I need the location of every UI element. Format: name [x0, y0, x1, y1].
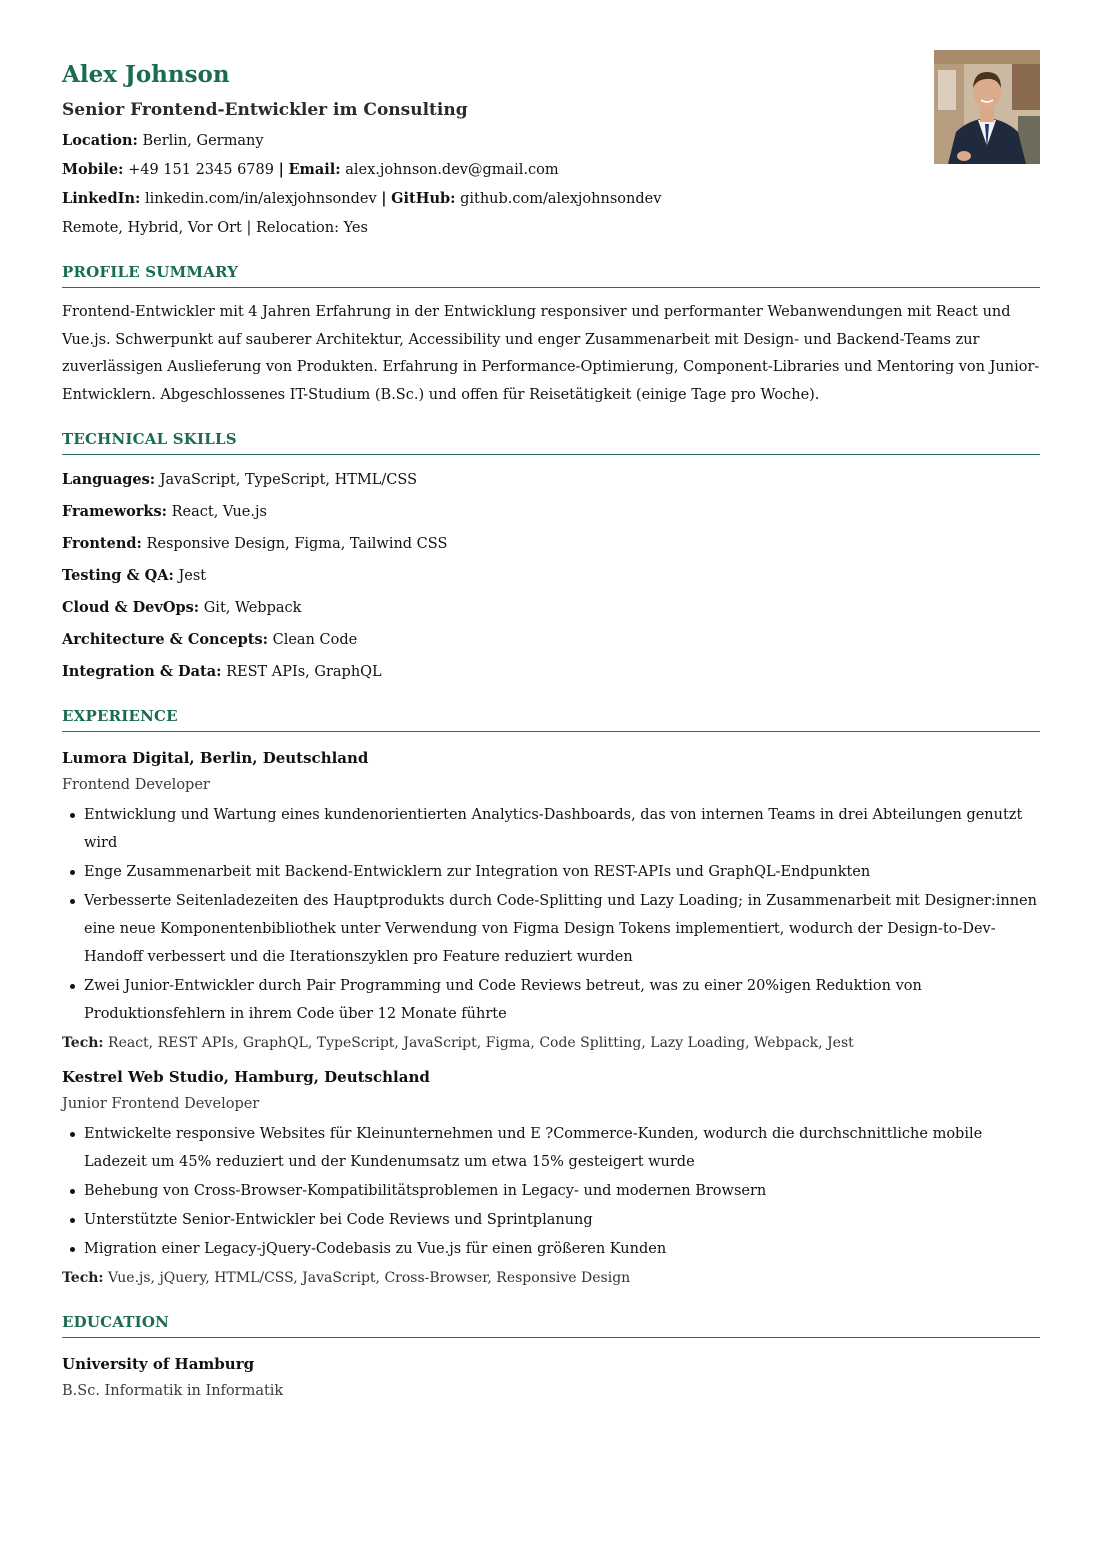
separator: | — [381, 190, 387, 207]
github-label: GitHub: — [391, 190, 456, 207]
job-bullets — [62, 801, 1040, 1028]
job-title: Frontend Developer — [62, 777, 210, 793]
skill-value: Git, Webpack — [203, 600, 302, 616]
mobile-label: Mobile: — [62, 161, 124, 178]
location-value: Berlin, Germany — [142, 133, 264, 149]
github-link[interactable]: github.com/alexjohnsondev — [460, 191, 662, 207]
skill-value: REST APIs, GraphQL — [226, 664, 382, 680]
skill-row — [62, 630, 1040, 650]
skill-label: Frameworks: — [62, 503, 167, 520]
summary-heading: PROFILE SUMMARY — [62, 262, 1040, 288]
job-title: Junior Frontend Developer — [62, 1096, 260, 1112]
mobile-value: +49 151 2345 6789 — [128, 162, 274, 178]
bullet-item: Entwicklung und Wartung eines kundenorientierten Analytics-Dashboards, das von internen Teams in drei Abteilungen genutzt wird — [62, 801, 1040, 857]
skill-value: JavaScript, TypeScript, HTML/CSS — [159, 472, 418, 488]
job-company: Kestrel Web Studio, Hamburg, Deutschland — [62, 1068, 430, 1086]
tech-label: Tech: — [62, 1035, 104, 1051]
skill-label: Architecture & Concepts: — [62, 631, 268, 648]
separator: | — [278, 161, 284, 178]
skill-value: Jest — [178, 568, 207, 584]
location-line — [62, 131, 1040, 151]
skill-row — [62, 502, 1040, 522]
job-entry — [62, 1067, 1040, 1288]
job-tech-line — [62, 1268, 1040, 1288]
skill-value: React, Vue.js — [171, 504, 267, 520]
skill-row — [62, 662, 1040, 682]
skill-label: Cloud & DevOps: — [62, 599, 200, 616]
skill-label: Integration & Data: — [62, 663, 222, 680]
skills-heading: TECHNICAL SKILLS — [62, 429, 1040, 455]
bullet-item: Unterstützte Senior-Entwickler bei Code Reviews und Sprintplanung — [62, 1206, 1040, 1234]
linkedin-link[interactable]: linkedin.com/in/alexjohnsondev — [144, 191, 377, 207]
bullet-item: Entwickelte responsive Websites für Kleinunternehmen und E ?Commerce-Kunden, wodurch die durchschnittliche mobile Ladezeit um 45% reduziert und der Kundenumsatz um etwa 15% gesteigert wurde — [62, 1120, 1040, 1176]
summary-text: Frontend-Entwickler mit 4 Jahren Erfahrung in der Entwicklung responsiver und performanter Webanwendungen mit React und Vue.js. Schwerpunkt auf sauberer Architektur, Accessibility und enger Zusammenarbeit mit Design- und Backend-Teams zur zuverlässigen Auslieferung von Produkten. Erfahrung in Performance-Optimierung, Component-Libraries und Mentoring von Junior-Entwicklern. Abgeschlossenes IT-Studium (B.Sc.) und offen für Reisetätigkeit (einige Tage pro Woche). — [62, 304, 1040, 403]
job-company: Lumora Digital, Berlin, Deutschland — [62, 749, 369, 767]
skill-label: Frontend: — [62, 535, 142, 552]
experience-heading: EXPERIENCE — [62, 706, 1040, 732]
experience-section — [62, 706, 1040, 1288]
bullet-item: Enge Zusammenarbeit mit Backend-Entwicklern zur Integration von REST-APIs und GraphQL-Endpunkten — [62, 858, 1040, 886]
skill-row — [62, 566, 1040, 586]
summary-section — [62, 262, 1040, 409]
education-heading: EDUCATION — [62, 1312, 1040, 1338]
education-school: University of Hamburg — [62, 1355, 255, 1373]
location-label: Location: — [62, 132, 138, 149]
skill-row — [62, 598, 1040, 618]
bullet-item: Zwei Junior-Entwickler durch Pair Programming und Code Reviews betreut, was zu einer 20%igen Reduktion von Produktionsfehlern in ihrem Code über 12 Monate führte — [62, 972, 1040, 1028]
person-portrait-icon — [934, 50, 1040, 164]
skill-value: Clean Code — [272, 632, 358, 648]
education-section — [62, 1312, 1040, 1401]
tech-value: Vue.js, jQuery, HTML/CSS, JavaScript, Cross-Browser, Responsive Design — [108, 1270, 631, 1286]
skills-section — [62, 429, 1040, 682]
phone-email-line — [62, 160, 1040, 180]
social-links-line — [62, 189, 1040, 209]
email-label: Email: — [288, 161, 341, 178]
education-degree: B.Sc. Informatik in Informatik — [62, 1383, 284, 1399]
tech-label: Tech: — [62, 1270, 104, 1286]
job-tech-line — [62, 1033, 1040, 1053]
job-entry — [62, 748, 1040, 1053]
skill-row — [62, 534, 1040, 554]
linkedin-label: LinkedIn: — [62, 190, 141, 207]
tech-value: React, REST APIs, GraphQL, TypeScript, JavaScript, Figma, Code Splitting, Lazy Loading, Webpack, Jest — [108, 1035, 854, 1051]
job-bullets — [62, 1120, 1040, 1263]
skill-label: Testing & QA: — [62, 567, 174, 584]
bullet-item: Behebung von Cross-Browser-Kompatibilitätsproblemen in Legacy- und modernen Browsern — [62, 1177, 1040, 1205]
work-modes-line: Remote, Hybrid, Vor Ort | Relocation: Yes — [62, 220, 368, 236]
skill-value: Responsive Design, Figma, Tailwind CSS — [146, 536, 448, 552]
bullet-item: Verbesserte Seitenladezeiten des Hauptprodukts durch Code-Splitting und Lazy Loading; in Zusammenarbeit mit Designer:innen eine neue Komponentenbibliothek unter Verwendung von Figma Design Tokens implementiert, wodurch der Design-to-Dev-Handoff verbessert und die Iterationszyklen pro Feature reduziert wurden — [62, 887, 1040, 971]
email-link[interactable]: alex.johnson.dev@gmail.com — [345, 162, 559, 178]
bullet-item: Migration einer Legacy-jQuery-Codebasis zu Vue.js für einen größeren Kunden — [62, 1235, 1040, 1263]
skill-row — [62, 470, 1040, 490]
profile-photo — [934, 50, 1040, 164]
candidate-name: Alex Johnson — [62, 61, 230, 88]
skill-label: Languages: — [62, 471, 156, 488]
candidate-role: Senior Frontend-Entwickler im Consulting — [62, 100, 468, 120]
